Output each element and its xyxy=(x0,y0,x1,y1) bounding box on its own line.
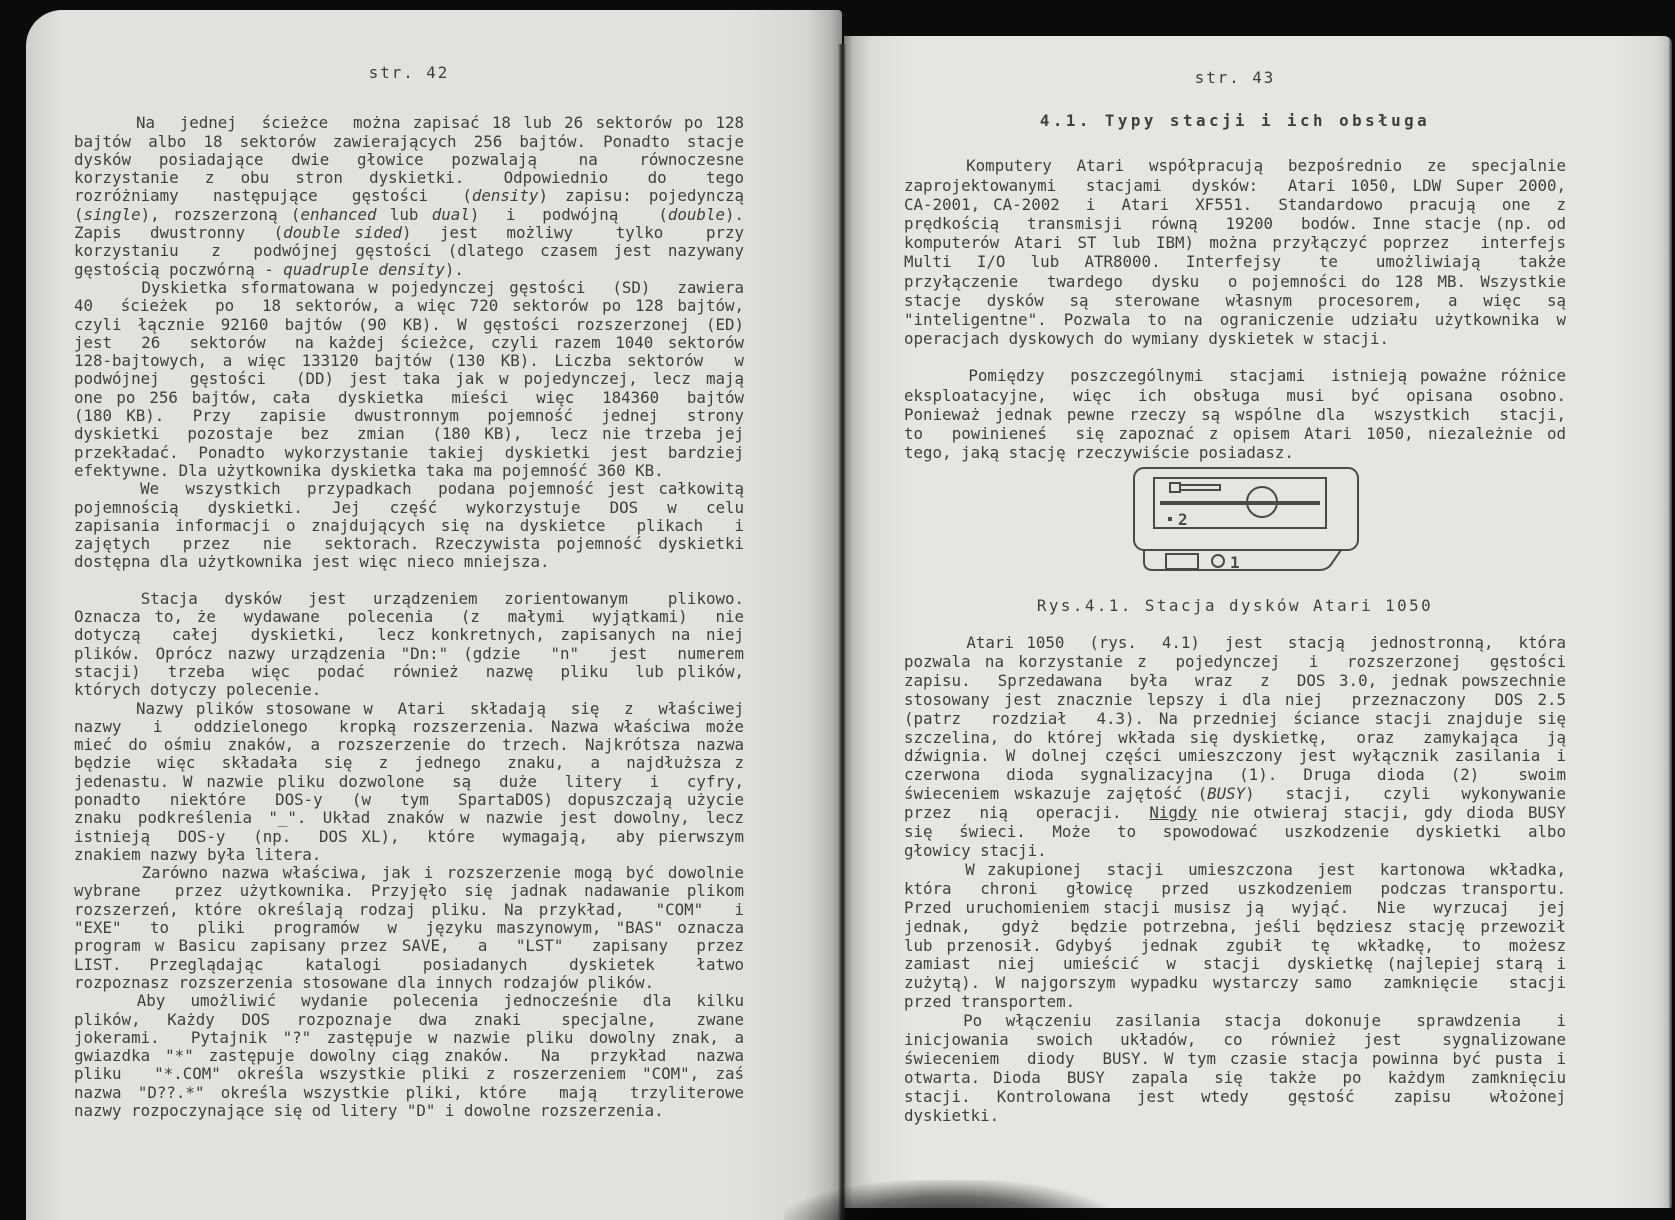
text-line: komputerów Atari ST lub IBM) można przyłączyć poprzez interfejs xyxy=(904,233,1566,253)
atari-1050-figure xyxy=(1122,464,1366,590)
text-line: prędkością transmisji równą 19200 bodów. Inne stacje (np. od xyxy=(904,214,1566,234)
text-line: dysków posiadające dwie głowice pozwalają na równoczesne xyxy=(74,149,744,169)
book-gutter xyxy=(838,44,846,1220)
busy-led-dot xyxy=(1168,517,1172,521)
text-line: CA-2001, CA-2002 i Atari XF551. Standardowo pracują one z xyxy=(904,194,1566,214)
paragraph xyxy=(74,864,744,992)
text-line: głowicy stacji. xyxy=(904,840,1047,860)
paragraph xyxy=(904,366,1566,462)
paragraph xyxy=(74,480,744,571)
text-line: zużytą). W najgorszym wypadku wystarczy samo zamknięcie stacji xyxy=(904,973,1566,993)
section-heading: 4.1. Typy stacji i ich obsługa xyxy=(1039,111,1431,131)
text-line: jokerami. Pytajnik "?" zastępuje w nazwie pliku dowolny znak, a xyxy=(74,1027,744,1047)
text-line: przed transportem. xyxy=(904,992,1076,1012)
right-page-text-top xyxy=(904,68,1566,462)
text-line: rozszerzeń, które określają rodzaj pliku. Na przykład, "COM" i xyxy=(74,899,744,919)
text-line: jest 26 sektorów na każdej ścieżce, czyli razem 1040 sektorów xyxy=(74,332,744,352)
text-line: mieć do ośmiu znaków, a rozszerzenie do trzech. Najkrótsza nazwa xyxy=(74,735,744,755)
text-line: Pomiędzy poszczególnymi stacjami istnieją poważne różnice xyxy=(904,366,1566,386)
text-line: otwarta. Dioda BUSY zapala się także po każdym zamknięciu xyxy=(904,1067,1566,1087)
text-line: Po włączeniu zasilania stacja dokonuje sprawdzenia i xyxy=(904,1011,1566,1031)
text-line: nazwy i oddzielonego kropką rozszerzenia. Nazwa właściwa może xyxy=(74,716,744,736)
text-line: zapisu. Sprzedawana była wraz z DOS 3.0, jednak powszechnie xyxy=(904,670,1566,690)
text-line: zajętych przez nie sektorach. Rzeczywista pojemność dyskietki xyxy=(74,534,744,554)
text-line: czyli łącznie 92160 bajtów (90 KB). W gęstości rozszerzonej (ED) xyxy=(74,314,744,334)
left-page-text xyxy=(74,64,744,1120)
text-line: Na jednej ścieżce można zapisać 18 lub 26 sektorów po 128 xyxy=(74,113,744,133)
text-line: dyskietki pozostaje bez zmian (180 KB), lecz nie trzeba jej xyxy=(74,424,744,444)
page-number-right: str. 43 xyxy=(1194,68,1276,87)
text-line: LIST. Przeglądając katalogi posiadanych dyskietek łatwo xyxy=(74,954,744,974)
text-line: rozpoznasz rozszerzenia stosowane dla innych rodzajów plików. xyxy=(74,972,655,992)
text-line: zamiast niej umieścić w stacji dyskietkę (najlepiej starą i xyxy=(904,954,1566,974)
text-line: dźwignia. W dolnej części umieszczony jest wyłącznik zasilania i xyxy=(904,746,1566,766)
text-line: Aby umożliwić wydanie polecenia jednocześnie dla kilku xyxy=(74,991,744,1011)
text-line: stosowany jest znacznie lepszy i dla niej przeznaczony DOS 2.5 xyxy=(904,689,1566,709)
text-line: która chroni głowicę przed uszkodzeniem podczas transportu. xyxy=(904,878,1566,898)
text-line: program w Basicu zapisany przez SAVE, a "LST" zapisany przez xyxy=(74,936,744,956)
text-line: "EXE" to pliki programów w języku maszynowym, "BAS" oznacza xyxy=(74,918,744,938)
text-line: szczelina, do której wkłada się dyskietkę, oraz zamykająca ją xyxy=(904,727,1566,747)
text-line: będzie więc składała się z jednego znaku, a najdłuższa z xyxy=(74,753,744,773)
text-line: gwiazdka "*" zastępuje dowolny ciąg znaków. Na przykład nazwa xyxy=(74,1046,744,1066)
text-line: pliku "*.COM" określa wszystkie pliki z roszerzeniem "COM", zaś xyxy=(74,1064,744,1084)
gutter-bottom-shadow xyxy=(784,1180,1114,1220)
text-line: jednak, gdyż będzie potrzebna, jeśli będziesz stację przewoził xyxy=(904,916,1566,936)
figure-caption: Rys.4.1. Stacja dysków Atari 1050 xyxy=(1036,596,1434,615)
text-line: (single), rozszerzoną (enhanced lub dual) i podwójną (double). xyxy=(74,204,744,224)
text-line: dotyczą całej dyskietki, lecz konkretnych, zapisanych na niej xyxy=(74,625,744,645)
paragraph xyxy=(904,156,1566,348)
text-line: (patrz rozdział 4.3). Na przedniej ściance stacji znajduje się xyxy=(904,708,1566,728)
text-line: przez nią operacji. Nigdy nie otwieraj stacji, gdy dioda BUSY xyxy=(904,803,1566,823)
text-line: korzystanie z obu stron dyskietki. Odpowiednio do tego xyxy=(74,168,744,188)
text-line: plików, Każdy DOS rozpoznaje dwa znaki specjalne, zwane xyxy=(74,1009,744,1029)
text-line: to powinieneś się zapoznać z opisem Atari 1050, niezależnie od xyxy=(904,424,1566,444)
text-line: stacji. Kontrolowana jest wtedy gęstość zapisu włożonej xyxy=(904,1086,1566,1106)
text-line: przyłączenie twardego dysku o pojemności do 128 MB. Wszystkie xyxy=(904,271,1566,291)
text-line: istnieją DOS-y (np. DOS XL), które wymagają, aby pierwszym xyxy=(74,826,744,846)
text-line: pojemnością dyskietki. Jej część wykorzystuje DOS w celu xyxy=(74,497,744,517)
text-line: eksploatacyjne, więc ich obsługa musi być opisana osobno. xyxy=(904,385,1566,405)
text-line: Zapis dwustronny (double sided) jest możliwy tylko przy xyxy=(74,223,745,243)
paragraph xyxy=(904,861,1566,1012)
text-line: dyskietki. xyxy=(904,1105,1000,1125)
paragraph xyxy=(74,114,744,279)
text-line: wybrane przez użytkownika. Przyjęło się jadnak nadawanie plikom xyxy=(74,881,744,901)
text-line: czerwona dioda sygnalizacyjna (1). Druga dioda (2) swoim xyxy=(904,765,1566,785)
text-line: nazwa "D??.*" określa wszystkie pliki, które mają trzyliterowe xyxy=(74,1082,744,1102)
text-line: one po 256 bajtów, cała dyskietka mieści więc 184360 bajtów xyxy=(74,387,744,407)
page-number-left: str. 42 xyxy=(368,63,450,82)
text-line: tego, jaką stację rzeczywiście posiadasz. xyxy=(904,443,1294,463)
text-line: operacjach dyskowych do wymiany dyskietek w stacji. xyxy=(904,329,1390,349)
text-line: W zakupionej stacji umieszczona jest kartonowa wkładka, xyxy=(904,859,1566,879)
text-line: gęstością poczwórną - quadruple density). xyxy=(74,259,464,279)
release-lever-knob xyxy=(1170,483,1180,492)
text-line: "inteligentne". Pozwala to na ograniczenie udziału użytkownika w xyxy=(904,310,1566,330)
text-line: znaku podkreślenia "_". Układ znaków w nazwie jest dowolny, lecz xyxy=(74,808,744,828)
text-line: zapisania informacji o znajdujących się na dyskietce plikach i xyxy=(74,515,744,535)
text-line: Oznacza to, że wydawane polecenia (z małymi wyjątkami) nie xyxy=(74,607,744,627)
text-line: plików. Oprócz nazwy urządzenia "Dn:" (gdzie "n" jest numerem xyxy=(74,643,744,663)
left-page-paragraphs xyxy=(74,114,744,1120)
text-line: 40 ścieżek po 18 sektorów, a więc 720 sektorów po 128 bajtów, xyxy=(74,296,744,316)
paragraph xyxy=(904,634,1566,861)
power-led xyxy=(1212,555,1224,567)
text-line: się świeci. Może to spowodować uszkodzenie dyskietki albo xyxy=(904,822,1566,842)
text-line: ponadto niektóre DOS-y (w tym SpartaDOS) dopuszczają użycie xyxy=(74,789,744,809)
text-line: przekładać. Ponadto wykorzystanie takiej dyskietki jest bardziej xyxy=(74,442,744,462)
text-line: znakiem nazwy była litera. xyxy=(74,844,322,864)
text-line: Atari 1050 (rys. 4.1) jest stacją jednostronną, która xyxy=(904,633,1566,652)
text-line: efektywne. Dla użytkownika dyskietka taka ma pojemność 360 KB. xyxy=(74,460,664,480)
text-line: których dotyczy polecenie. xyxy=(74,680,322,700)
text-line: Nazwy plików stosowane w Atari składają się z właściwej xyxy=(74,698,744,718)
text-line: (180 KB). Przy zapisie dwustronnym pojemność jednej strony xyxy=(74,406,744,426)
paragraph xyxy=(74,590,744,700)
text-line: rozróżniamy następujące gęstości (density) zapisu: pojedynczą xyxy=(74,186,744,206)
text-line: lub przenosił. Gdybyś jednak zgubił tę wkładkę, to możesz xyxy=(904,935,1566,955)
text-line: We wszystkich przypadkach podana pojemność jest całkowitą xyxy=(74,479,744,499)
text-line: Zarówno nazwa właściwa, jak i rozszerzenie mogą być dowolnie xyxy=(74,863,744,883)
paragraph xyxy=(904,1012,1566,1125)
text-line: pozwala na korzystanie z pojedynczej i rozszerzonej gęstości xyxy=(904,651,1566,671)
text-line: 128-bajtowych, a więc 133120 bajtów (130 KB). Liczba sektorów w xyxy=(74,351,744,371)
right-page-paragraphs-top xyxy=(904,156,1566,462)
text-line: nazwy rozpoczynające się od litery "D" i dowolne rozszerzenia. xyxy=(74,1101,664,1121)
text-line: zaprojektowanymi stacjami dysków: Atari 1050, LDW Super 2000, xyxy=(904,175,1566,195)
text-line: świeceniem diody BUSY. W tym czasie stacja powinna być pusta i xyxy=(904,1048,1566,1068)
paragraph xyxy=(74,279,744,480)
text-line: stacji) trzeba więc podać również nazwę pliku lub plików, xyxy=(74,661,744,681)
busy-led-label: 2 xyxy=(1178,510,1188,529)
text-line: podwójnej gęstości (DD) jest taka jak w pojedynczej, lecz mają xyxy=(74,369,744,389)
paragraph xyxy=(74,992,744,1120)
power-led-label: 1 xyxy=(1230,553,1240,572)
text-line: Stacja dysków jest urządzeniem zorientowanym plikowo. xyxy=(74,588,744,608)
text-line: Komputery Atari współpracują bezpośrednio ze specjalnie xyxy=(904,156,1566,176)
text-line: inicjowania swoich układów, co również jest sygnalizowane xyxy=(904,1030,1566,1050)
text-line: jedenastu. W nazwie pliku dozwolone są duże litery i cyfry, xyxy=(74,771,744,791)
release-lever xyxy=(1180,485,1220,490)
right-page-text-bottom xyxy=(904,634,1566,1126)
text-line: Przed uruchomieniem stacji musisz ją wyjąć. Nie wyrzucaj jej xyxy=(904,897,1566,917)
text-line: stacje dysków są sterowane własnym procesorem, a więc są xyxy=(904,290,1566,310)
text-line: świeceniem wskazuje zajętość (BUSY) stacji, czyli wykonywanie xyxy=(904,784,1566,804)
paragraph xyxy=(74,700,744,865)
drive-body xyxy=(1134,468,1358,550)
right-page-paragraphs-bottom xyxy=(904,634,1566,1126)
text-line: Dyskietka sformatowana w pojedynczej gęstości (SD) zawiera xyxy=(74,277,744,297)
power-switch xyxy=(1166,554,1198,569)
text-line: korzystaniu z podwójnej gęstości (dlatego czasem jest nazywany xyxy=(74,241,744,261)
text-line: Multi I/O lub ATR8000. Interfejsy te umożliwiają także xyxy=(904,252,1566,272)
text-line: bajtów albo 18 sektorów zawierających 256 bajtów. Ponadto stacje xyxy=(74,131,744,151)
text-line: Ponieważ jednak pewne rzeczy są wspólne dla wszystkich stacji, xyxy=(904,404,1566,424)
text-line: dostępna dla użytkownika jest więc nieco mniejsza. xyxy=(74,552,550,572)
